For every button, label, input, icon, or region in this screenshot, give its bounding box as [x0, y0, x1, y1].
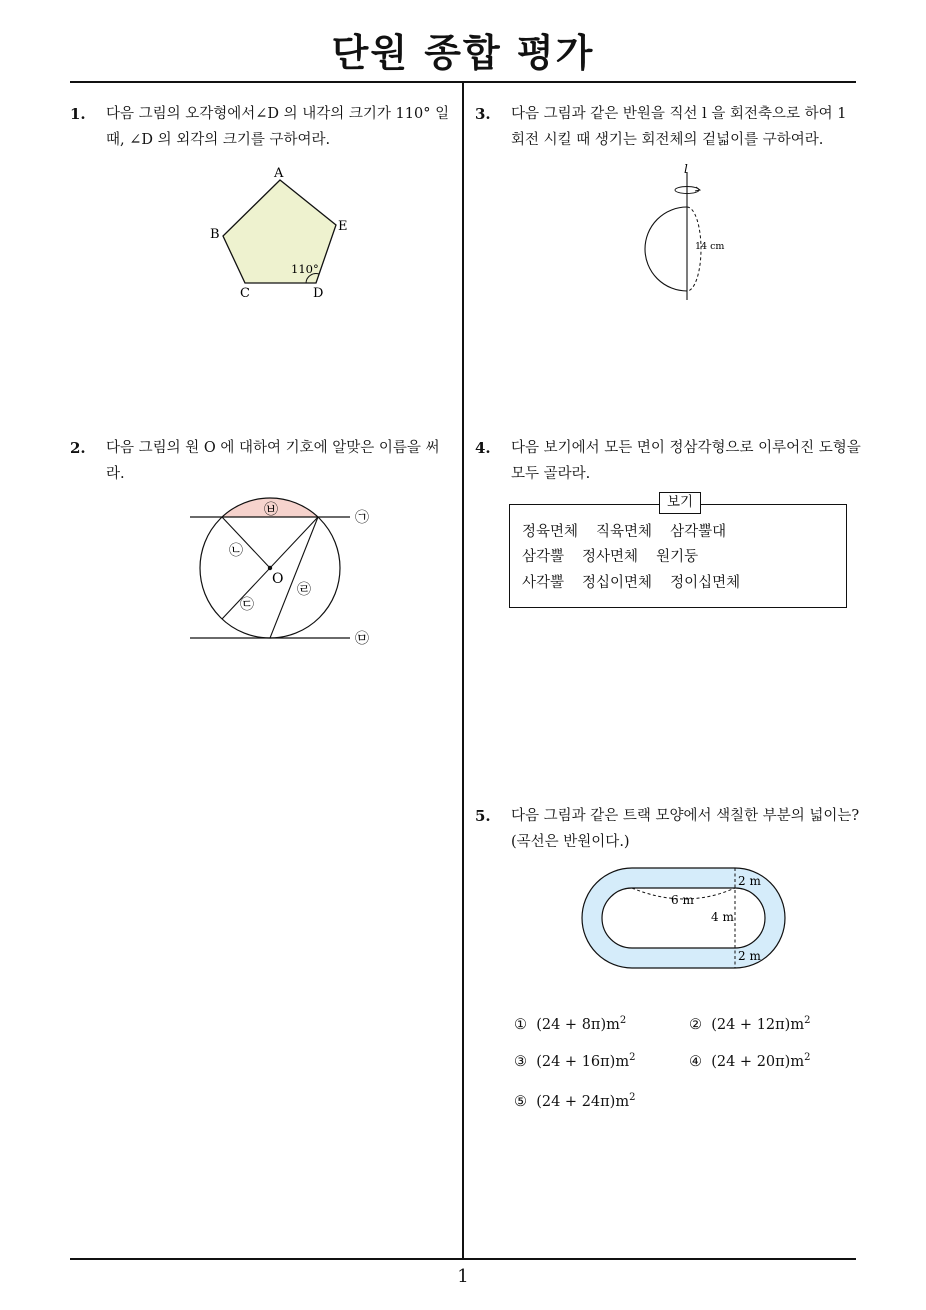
choice-text: (24 + 12π)m [711, 1016, 805, 1033]
marker-rieul: ㉣ [297, 582, 311, 598]
axis-label: l [684, 162, 688, 176]
marker-giyeok: ㉠ [355, 510, 369, 526]
bogi-item: 삼각뿔 [522, 549, 565, 565]
question-number: 2. [70, 439, 86, 457]
choice-1[interactable] [514, 1015, 626, 1033]
center-point [268, 566, 272, 570]
bogi-item: 정육면체 [522, 524, 579, 540]
bogi-item: 원기둥 [656, 549, 699, 565]
choice-text: (24 + 24π)m [536, 1093, 630, 1110]
bogi-item: 정이십면체 [670, 575, 741, 591]
choice-4[interactable] [689, 1052, 810, 1070]
choice-mark: ④ [689, 1053, 702, 1070]
bogi-row-3 [522, 571, 758, 592]
dim-label-6m: 6 m [671, 893, 694, 907]
choice-exponent: 2 [804, 1052, 811, 1063]
vertex-label-d: D [313, 286, 324, 301]
choice-exponent: 2 [619, 1015, 627, 1026]
question-text: 다음 그림과 같은 반원을 직선 l 을 회전축으로 하여 1 회전 시킬 때 생기는 회전체의 겉넓이를 구하여라. [511, 106, 847, 148]
page-number: 1 [457, 1266, 469, 1287]
question-text: 다음 그림의 원 O 에 대하여 기호에 알맞은 이름을 써라. [106, 440, 440, 482]
pentagon-shape [223, 180, 336, 283]
bogi-item: 사각뿔 [522, 575, 565, 591]
dim-label-4m: 4 m [711, 910, 734, 924]
bogi-item: 정십이면체 [582, 575, 653, 591]
footer-rule [70, 1258, 856, 1260]
choice-2[interactable] [689, 1015, 810, 1033]
vertex-label-c: C [240, 286, 250, 301]
circle-figure [185, 495, 375, 650]
center-label: O [272, 571, 284, 587]
choice-mark: ③ [514, 1053, 527, 1070]
marker-nieun: ㉡ [229, 543, 243, 559]
vertex-label-e: E [338, 219, 348, 234]
vertex-label-b: B [210, 227, 220, 242]
page-title: 단원 종합 평가 [331, 31, 595, 75]
question-number: 1. [70, 105, 86, 123]
semicircle-figure [630, 160, 740, 305]
dim-label-bottom: 2 m [738, 949, 761, 963]
question-text: 다음 보기에서 모든 면이 정삼각형으로 이루어진 도형을 모두 골라라. [511, 440, 861, 482]
bogi-item: 직육면체 [596, 524, 653, 540]
choice-text: (24 + 20π)m [711, 1053, 805, 1070]
question-number: 5. [475, 807, 491, 825]
question-5 [475, 803, 861, 855]
choice-text: (24 + 8π)m [536, 1016, 620, 1033]
question-3 [475, 101, 861, 153]
question-4 [475, 435, 861, 487]
choice-5[interactable] [514, 1092, 635, 1110]
dim-label-top: 2 m [738, 874, 761, 888]
column-divider [462, 82, 464, 1259]
choice-mark: ① [514, 1016, 527, 1033]
track-figure [575, 860, 795, 975]
pentagon-figure [200, 160, 360, 310]
vertex-label-a: A [274, 166, 284, 181]
bogi-item: 삼각뿔대 [670, 524, 727, 540]
question-text: 다음 그림과 같은 트랙 모양에서 색칠한 부분의 넓이는? (곡선은 반원이다.) [511, 808, 860, 850]
choice-3[interactable] [514, 1052, 635, 1070]
question-number: 3. [475, 105, 491, 123]
bogi-row-2 [522, 545, 716, 566]
choice-text: (24 + 16π)m [536, 1053, 630, 1070]
choice-exponent: 2 [629, 1092, 636, 1103]
marker-mieum: ㉤ [355, 631, 369, 647]
choice-exponent: 2 [804, 1015, 811, 1026]
bogi-row-1 [522, 520, 744, 541]
bogi-item: 정사면체 [582, 549, 639, 565]
diameter-label: 14 cm [695, 241, 725, 252]
marker-bieup: ㉥ [264, 502, 278, 518]
angle-label: 110° [291, 262, 319, 276]
semicircle-arc [645, 207, 687, 291]
question-text: 다음 그림의 오각형에서∠D 의 내각의 크기가 110° 일 때, ∠D 의 외각의 크기를 구하여라. [106, 106, 450, 148]
marker-digeut: ㉢ [240, 597, 254, 613]
question-number: 4. [475, 439, 491, 457]
choice-mark: ② [689, 1016, 702, 1033]
question-2 [70, 435, 456, 487]
choice-mark: ⑤ [514, 1093, 527, 1110]
question-1 [70, 101, 456, 153]
choice-exponent: 2 [629, 1052, 636, 1063]
bogi-label: 보기 [659, 492, 701, 514]
